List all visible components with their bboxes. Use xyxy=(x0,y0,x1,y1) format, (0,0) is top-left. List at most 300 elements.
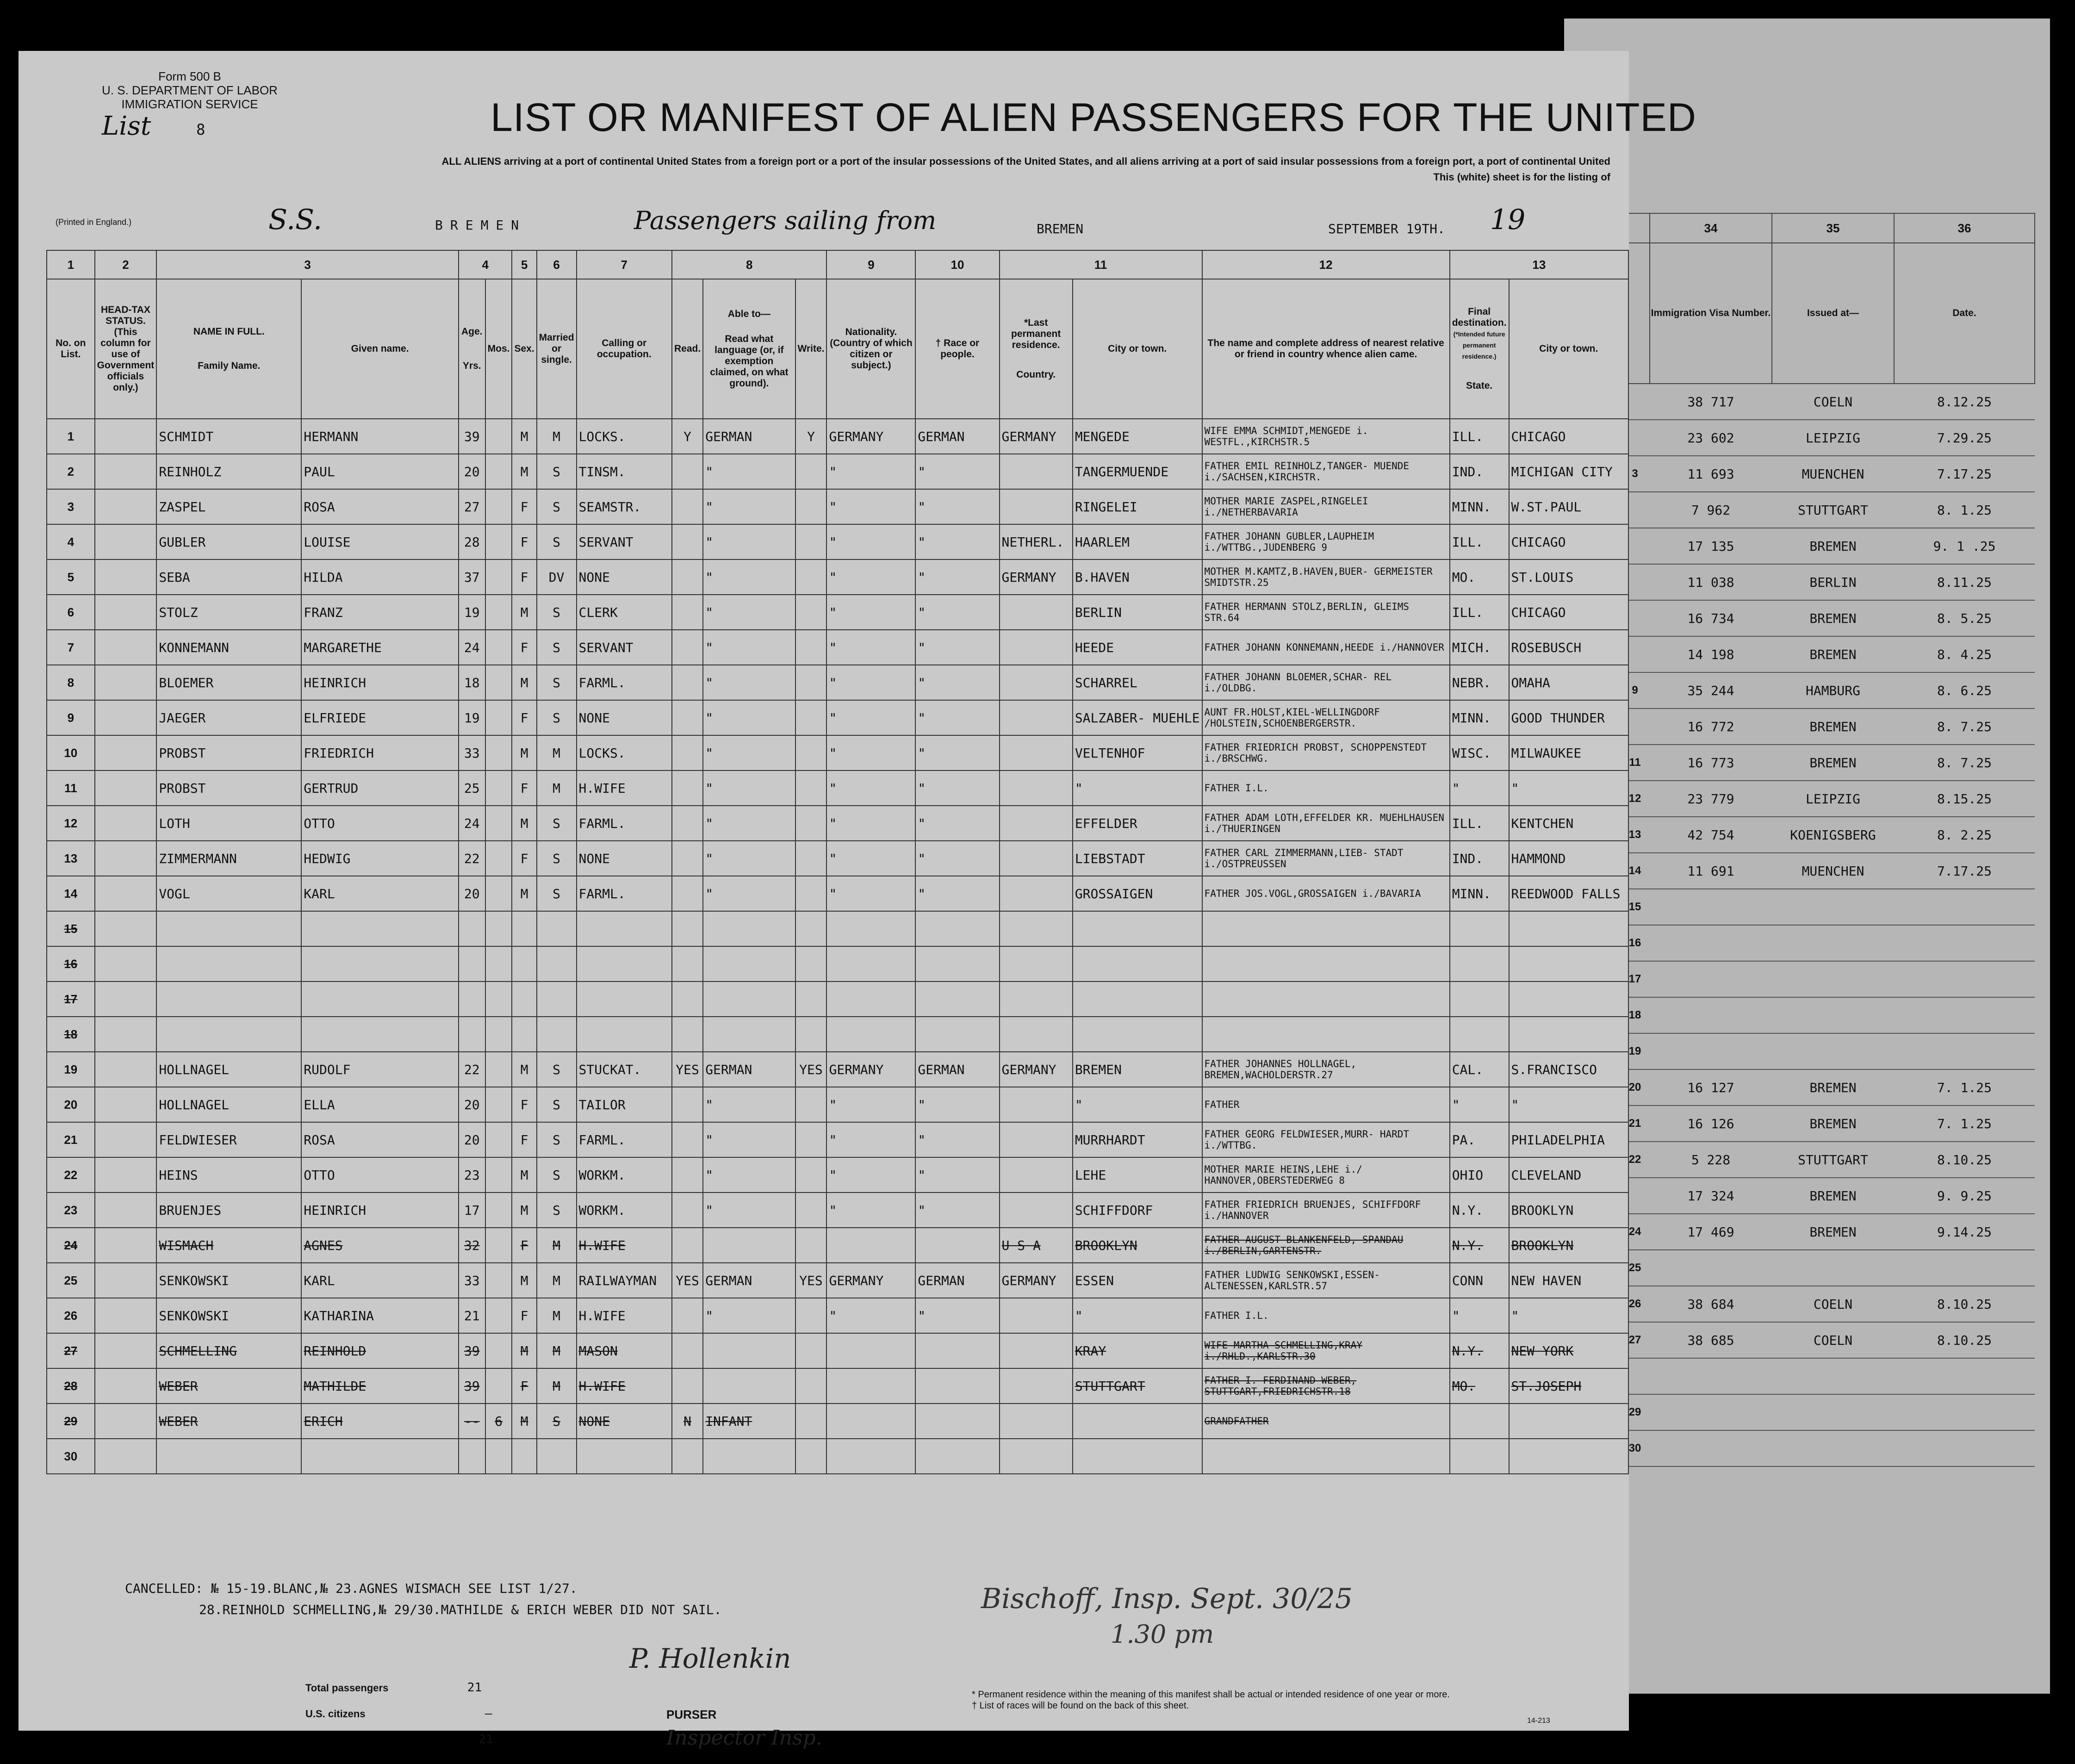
cell-given: HEINRICH xyxy=(301,665,459,700)
cell-city: ESSEN xyxy=(1073,1263,1202,1298)
cell-given: HEDWIG xyxy=(301,841,459,876)
cell-headtax xyxy=(95,454,157,489)
cell-read xyxy=(672,524,703,559)
visa-date: 8. 1.25 xyxy=(1894,492,2035,528)
no-header: No. on List. xyxy=(47,279,95,419)
passenger-row xyxy=(47,1368,1628,1404)
row-number: 20 xyxy=(1620,1069,1650,1106)
cell-married: S xyxy=(537,700,577,735)
cell-occupation: H.WIFE xyxy=(577,770,672,806)
cancelled-line-1: CANCELLED: № 15-19.BLANC,№ 23.AGNES WISMACH SEE LIST 1/27. xyxy=(125,1581,578,1596)
cell-read xyxy=(672,1333,703,1368)
cell-relative: FATHER CARL ZIMMERMANN,LIEB- STADT i./OSTPREUSSEN xyxy=(1202,841,1450,876)
cell-given: RUDOLF xyxy=(301,1052,459,1087)
visa-row xyxy=(1620,1250,2035,1286)
cell-write xyxy=(795,770,827,806)
cell-headtax xyxy=(95,700,157,735)
cell-relative: FATHER ADAM LOTH,EFFELDER KR. MUEHLHAUSEN i./THUERINGEN xyxy=(1202,806,1450,841)
cell-family: KONNEMANN xyxy=(156,630,301,665)
visa-number: 17 469 xyxy=(1650,1214,1772,1250)
country-header xyxy=(1000,279,1073,419)
cell-family: REINHOLZ xyxy=(156,454,301,489)
visa-row xyxy=(1620,636,2035,672)
cell-no: 14 xyxy=(47,876,95,911)
cell-married xyxy=(537,911,577,946)
cell-headtax xyxy=(95,735,157,770)
cell-headtax xyxy=(95,1333,157,1368)
cell-race xyxy=(915,946,999,981)
cell-sex: M xyxy=(512,735,536,770)
column-numbers xyxy=(47,250,1628,279)
cell-read: YES xyxy=(672,1052,703,1087)
visa-date: 8. 6.25 xyxy=(1894,672,2035,708)
cell-write xyxy=(795,911,827,946)
cell-headtax xyxy=(95,1193,157,1228)
cell-headtax xyxy=(95,876,157,911)
cell-given: HILDA xyxy=(301,559,459,595)
cell-relative: FATHER I.L. xyxy=(1202,1298,1450,1333)
visa-date: 9. 1 .25 xyxy=(1894,528,2035,564)
visa-row xyxy=(1620,1394,2035,1430)
cell-no: 9 xyxy=(47,700,95,735)
visa-number: 11 693 xyxy=(1650,456,1772,492)
cell-occupation xyxy=(577,981,672,1017)
cell-headtax xyxy=(95,1404,157,1439)
cell-read: YES xyxy=(672,1263,703,1298)
row-number: 9 xyxy=(1620,672,1650,708)
cell-nationality: " xyxy=(826,1087,915,1122)
cell-language: " xyxy=(703,806,795,841)
cell-race: " xyxy=(915,454,999,489)
cell-race: " xyxy=(915,1157,999,1193)
language-header xyxy=(703,279,795,419)
passenger-row xyxy=(47,841,1628,876)
cell-family: FELDWIESER xyxy=(156,1122,301,1157)
cell-read xyxy=(672,1087,703,1122)
cell-mos xyxy=(485,1368,512,1404)
visa-number: 16 773 xyxy=(1650,745,1772,781)
cell-yrs: 32 xyxy=(459,1228,485,1263)
cell-no: 19 xyxy=(47,1052,95,1087)
visa-row xyxy=(1620,528,2035,564)
cell-married: S xyxy=(537,1087,577,1122)
colnum-9: 9 xyxy=(826,250,915,279)
cell-country xyxy=(1000,489,1073,524)
passenger-row xyxy=(47,630,1628,665)
cell-sex: F xyxy=(512,1228,536,1263)
cell-read xyxy=(672,489,703,524)
cell-no: 1 xyxy=(47,419,95,454)
row-number: 16 xyxy=(1620,925,1650,961)
passenger-row xyxy=(47,876,1628,911)
cell-language xyxy=(703,1368,795,1404)
passenger-row xyxy=(47,1193,1628,1228)
row-number: 11 xyxy=(1620,745,1650,781)
cell-relative: FATHER EMIL REINHOLZ,TANGER- MUENDE i./SACHSEN,KIRCHSTR. xyxy=(1202,454,1450,489)
relative-header: The name and complete address of nearest relative or friend in country whence alien came. xyxy=(1202,279,1450,419)
cell-no: 15 xyxy=(47,911,95,946)
cell-city: BREMEN xyxy=(1073,1052,1202,1087)
passenger-row xyxy=(47,911,1628,946)
visa-number: 17 324 xyxy=(1650,1178,1772,1214)
cell-relative: FATHER LUDWIG SENKOWSKI,ESSEN- ALTENESSEN,KARLSTR.57 xyxy=(1202,1263,1450,1298)
issued-at: BREMEN xyxy=(1772,745,1894,781)
cell-married: M xyxy=(537,770,577,806)
cell-given xyxy=(301,1017,459,1052)
visa-number: 38 717 xyxy=(1650,384,1772,420)
cell-city xyxy=(1073,946,1202,981)
cell-family: SEBA xyxy=(156,559,301,595)
cell-read xyxy=(672,911,703,946)
visa-row xyxy=(1620,781,2035,817)
cell-headtax xyxy=(95,1263,157,1298)
cell-mos xyxy=(485,700,512,735)
cell-read xyxy=(672,1298,703,1333)
cell-yrs: 22 xyxy=(459,841,485,876)
cell-family: GUBLER xyxy=(156,524,301,559)
cell-no: 17 xyxy=(47,981,95,1017)
cell-headtax xyxy=(95,665,157,700)
visa-row xyxy=(1620,1178,2035,1214)
cell-relative: MOTHER MARIE ZASPEL,RINGELEI i./NETHERBAVARIA xyxy=(1202,489,1450,524)
row-number: 12 xyxy=(1620,781,1650,817)
cell-mos xyxy=(485,1157,512,1193)
cell-no: 3 xyxy=(47,489,95,524)
cell-headtax xyxy=(95,1122,157,1157)
cell-state: ILL. xyxy=(1450,524,1509,559)
cell-yrs: 21 xyxy=(459,1298,485,1333)
cell-mos xyxy=(485,806,512,841)
cell-state: IND. xyxy=(1450,841,1509,876)
cancelled-line-2: 28.REINHOLD SCHMELLING,№ 29/30.MATHILDE & ERICH WEBER DID NOT SAIL. xyxy=(199,1602,722,1617)
cell-race: " xyxy=(915,770,999,806)
cell-nationality: " xyxy=(826,1298,915,1333)
cell-occupation: LOCKS. xyxy=(577,735,672,770)
cell-married: S xyxy=(537,454,577,489)
form-number: Form 500 B xyxy=(158,69,221,83)
cell-nationality xyxy=(826,1228,915,1263)
passenger-row xyxy=(47,1228,1628,1263)
issued-at: MUENCHEN xyxy=(1772,456,1894,492)
cell-city xyxy=(1073,1017,1202,1052)
cell-city: EFFELDER xyxy=(1073,806,1202,841)
visa-row xyxy=(1620,1106,2035,1142)
aliens-total xyxy=(305,1727,516,1753)
cell-sex: M xyxy=(512,1052,536,1087)
cell-nationality: " xyxy=(826,665,915,700)
cell-dest-city xyxy=(1509,1404,1628,1439)
cell-state: PA. xyxy=(1450,1122,1509,1157)
cell-occupation xyxy=(577,946,672,981)
cell-headtax xyxy=(95,841,157,876)
cell-yrs: 19 xyxy=(459,700,485,735)
cell-occupation: TINSM. xyxy=(577,454,672,489)
cell-relative: FATHER GEORG FELDWIESER,MURR- HARDT i./WTTBG. xyxy=(1202,1122,1450,1157)
cell-occupation: H.WIFE xyxy=(577,1368,672,1404)
cell-headtax xyxy=(95,911,157,946)
cell-city: GROSSAIGEN xyxy=(1073,876,1202,911)
cell-language: " xyxy=(703,1157,795,1193)
cell-no: 7 xyxy=(47,630,95,665)
cell-married xyxy=(537,1017,577,1052)
footnote-2: † List of races will be found on the back of this sheet. xyxy=(972,1701,1189,1711)
manifest-sheet xyxy=(19,51,1697,1750)
cell-family: HOLLNAGEL xyxy=(156,1087,301,1122)
yrs-header xyxy=(459,279,485,419)
cell-mos xyxy=(485,1298,512,1333)
cell-married: DV xyxy=(537,559,577,595)
visa-row xyxy=(1620,817,2035,853)
cell-relative: FATHER JOHANN KONNEMANN,HEEDE i./HANNOVER xyxy=(1202,630,1450,665)
cell-country xyxy=(1000,1298,1073,1333)
cell-write xyxy=(795,1404,827,1439)
cell-headtax xyxy=(95,1087,157,1122)
cell-read xyxy=(672,946,703,981)
cell-no: 8 xyxy=(47,665,95,700)
cell-family: BLOEMER xyxy=(156,665,301,700)
cell-occupation: CLERK xyxy=(577,595,672,630)
visa-row xyxy=(1620,961,2035,997)
cell-country xyxy=(1000,1333,1073,1368)
cell-mos xyxy=(485,559,512,595)
cell-relative: FATHER JOHANNES HOLLNAGEL, BREMEN,WACHOLDERSTR.27 xyxy=(1202,1052,1450,1087)
cell-state: " xyxy=(1450,770,1509,806)
cell-given: KARL xyxy=(301,1263,459,1298)
issued-at: BREMEN xyxy=(1772,528,1894,564)
cell-no: 10 xyxy=(47,735,95,770)
cell-language xyxy=(703,1333,795,1368)
cell-nationality: " xyxy=(826,700,915,735)
given-name-header: Given name. xyxy=(301,279,459,419)
cell-mos xyxy=(485,595,512,630)
cell-dest-city xyxy=(1509,1017,1628,1052)
visa-row xyxy=(1620,1142,2035,1178)
cell-mos xyxy=(485,524,512,559)
cell-relative: WIFE EMMA SCHMIDT,MENGEDE i. WESTFL.,KIRCHSTR.5 xyxy=(1202,419,1450,454)
cell-occupation: RAILWAYMAN xyxy=(577,1263,672,1298)
cell-headtax xyxy=(95,1228,157,1263)
cell-yrs: 25 xyxy=(459,770,485,806)
cell-read xyxy=(672,876,703,911)
cell-no: 25 xyxy=(47,1263,95,1298)
cell-state: MO. xyxy=(1450,1368,1509,1404)
cell-relative: FATHER JOS.VOGL,GROSSAIGEN i./BAVARIA xyxy=(1202,876,1450,911)
cell-city: BROOKLYN xyxy=(1073,1228,1202,1263)
visa-number: 16 772 xyxy=(1650,708,1772,745)
cell-no: 23 xyxy=(47,1193,95,1228)
cell-yrs: 19 xyxy=(459,595,485,630)
passenger-row xyxy=(47,806,1628,841)
cell-city: LIEBSTADT xyxy=(1073,841,1202,876)
passenger-row xyxy=(47,419,1628,454)
issued-at: COELN xyxy=(1772,1286,1894,1322)
cell-language: " xyxy=(703,770,795,806)
visa-date: 8.10.25 xyxy=(1894,1286,2035,1322)
cell-race xyxy=(915,1017,999,1052)
cell-yrs: 17 xyxy=(459,1193,485,1228)
cell-language: INFANT xyxy=(703,1404,795,1439)
cell-nationality: " xyxy=(826,595,915,630)
cell-nationality: " xyxy=(826,770,915,806)
cell-given: ROSA xyxy=(301,489,459,524)
cell-married: S xyxy=(537,1404,577,1439)
cell-yrs: 23 xyxy=(459,1157,485,1193)
visa-date: 8. 7.25 xyxy=(1894,745,2035,781)
cell-race xyxy=(915,1404,999,1439)
row-number: 15 xyxy=(1620,889,1650,925)
us-citizens xyxy=(305,1701,516,1727)
cell-sex: M xyxy=(512,1193,536,1228)
visa-number: 17 135 xyxy=(1650,528,1772,564)
visa-row xyxy=(1620,456,2035,492)
cell-no: 24 xyxy=(47,1228,95,1263)
cell-country: U S A xyxy=(1000,1228,1073,1263)
visa-row xyxy=(1620,708,2035,745)
cell-headtax xyxy=(95,946,157,981)
cell-married: M xyxy=(537,1368,577,1404)
row-number: 24 xyxy=(1620,1214,1650,1250)
cell-family: JAEGER xyxy=(156,700,301,735)
cell-city: TANGERMUENDE xyxy=(1073,454,1202,489)
cell-dest-city: GOOD THUNDER xyxy=(1509,700,1628,735)
cell-family xyxy=(156,981,301,1017)
cell-headtax xyxy=(95,419,157,454)
colnum-1: 1 xyxy=(47,250,95,279)
cell-dest-city: NEW YORK xyxy=(1509,1333,1628,1368)
passenger-row xyxy=(47,946,1628,981)
cell-city: " xyxy=(1073,770,1202,806)
cell-country xyxy=(1000,1368,1073,1404)
cell-family: HOLLNAGEL xyxy=(156,1052,301,1087)
cell-given: GERTRUD xyxy=(301,770,459,806)
passenger-row xyxy=(47,1298,1628,1333)
visa-row xyxy=(1620,1214,2035,1250)
cell-sex: F xyxy=(512,489,536,524)
departure-port: BREMEN xyxy=(1037,221,1084,236)
cell-nationality: " xyxy=(826,1122,915,1157)
cell-language: " xyxy=(703,876,795,911)
cell-given: HEINRICH xyxy=(301,1193,459,1228)
cell-dest-city: CHICAGO xyxy=(1509,595,1628,630)
dest-city-header: City or town. xyxy=(1509,279,1628,419)
passenger-row xyxy=(47,981,1628,1017)
colnum-11: 11 xyxy=(1000,250,1202,279)
cell-sex xyxy=(512,1439,536,1474)
able-label: Able to— xyxy=(727,309,770,319)
ss-label: S.S. xyxy=(268,204,323,236)
cell-married: S xyxy=(537,841,577,876)
col-35: 35 xyxy=(1772,213,1894,243)
cell-dest-city: BROOKLYN xyxy=(1509,1228,1628,1263)
form-header xyxy=(102,69,278,111)
cell-family: SCHMELLING xyxy=(156,1333,301,1368)
cell-mos xyxy=(485,735,512,770)
cell-city: " xyxy=(1073,1298,1202,1333)
visa-number: 38 685 xyxy=(1650,1322,1772,1358)
cell-mos xyxy=(485,1193,512,1228)
visa-row xyxy=(1620,925,2035,961)
cell-state: MO. xyxy=(1450,559,1509,595)
cell-relative xyxy=(1202,981,1450,1017)
cell-read xyxy=(672,1122,703,1157)
passenger-row xyxy=(47,735,1628,770)
purser-signature: P. Hollenkin xyxy=(629,1643,791,1674)
cell-race: GERMAN xyxy=(915,1052,999,1087)
language-label: Read what language (or, if exemption claimed, on what ground). xyxy=(710,334,789,389)
cell-race xyxy=(915,911,999,946)
cell-sex xyxy=(512,911,536,946)
issued-at: BREMEN xyxy=(1772,1178,1894,1214)
cell-mos: 6 xyxy=(485,1404,512,1439)
cell-city: SALZABER- MUEHLE xyxy=(1073,700,1202,735)
visa-date: 8.10.25 xyxy=(1894,1142,2035,1178)
issued-at xyxy=(1772,1358,1894,1394)
passenger-row xyxy=(47,559,1628,595)
cell-race: " xyxy=(915,876,999,911)
visa-number xyxy=(1650,1358,1772,1394)
list-value: 8 xyxy=(196,121,205,138)
cell-sex: F xyxy=(512,1298,536,1333)
cell-language: " xyxy=(703,630,795,665)
visa-date xyxy=(1894,1394,2035,1430)
cell-write xyxy=(795,946,827,981)
cell-sex: F xyxy=(512,524,536,559)
visa-date: 8.11.25 xyxy=(1894,564,2035,600)
cell-occupation: WORKM. xyxy=(577,1157,672,1193)
cell-headtax xyxy=(95,559,157,595)
cell-language: " xyxy=(703,559,795,595)
cell-given: OTTO xyxy=(301,1157,459,1193)
passenger-row xyxy=(47,454,1628,489)
cell-write: YES xyxy=(795,1263,827,1298)
cell-write xyxy=(795,524,827,559)
cell-nationality: GERMANY xyxy=(826,1052,915,1087)
cell-country xyxy=(1000,630,1073,665)
issued-at xyxy=(1772,961,1894,997)
visa-number: 14 198 xyxy=(1650,636,1772,672)
issued-at: STUTTGART xyxy=(1772,1142,1894,1178)
cell-race: " xyxy=(915,806,999,841)
passenger-row xyxy=(47,1157,1628,1193)
cell-language: " xyxy=(703,454,795,489)
cell-dest-city: ROSEBUSCH xyxy=(1509,630,1628,665)
cell-headtax xyxy=(95,1368,157,1404)
cell-nationality xyxy=(826,1333,915,1368)
cell-sex: M xyxy=(512,1404,536,1439)
cell-no: 11 xyxy=(47,770,95,806)
row-number: 29 xyxy=(1620,1394,1650,1430)
state-label: State. xyxy=(1466,380,1493,391)
issued-at: BREMEN xyxy=(1772,600,1894,636)
cell-family xyxy=(156,1439,301,1474)
cell-dest-city: ST.JOSEPH xyxy=(1509,1368,1628,1404)
cell-yrs xyxy=(459,981,485,1017)
service: IMMIGRATION SERVICE xyxy=(121,97,258,111)
cell-city xyxy=(1073,1404,1202,1439)
visa-date: 7. 1.25 xyxy=(1894,1069,2035,1106)
cell-given: REINHOLD xyxy=(301,1333,459,1368)
cell-given: ELLA xyxy=(301,1087,459,1122)
cell-language xyxy=(703,981,795,1017)
cell-married xyxy=(537,981,577,1017)
issued-at: BREMEN xyxy=(1772,1069,1894,1106)
cell-no: 16 xyxy=(47,946,95,981)
cell-city: B.HAVEN xyxy=(1073,559,1202,595)
cell-write: YES xyxy=(795,1052,827,1087)
cell-sex: M xyxy=(512,454,536,489)
cell-given xyxy=(301,946,459,981)
cell-sex: F xyxy=(512,1368,536,1404)
